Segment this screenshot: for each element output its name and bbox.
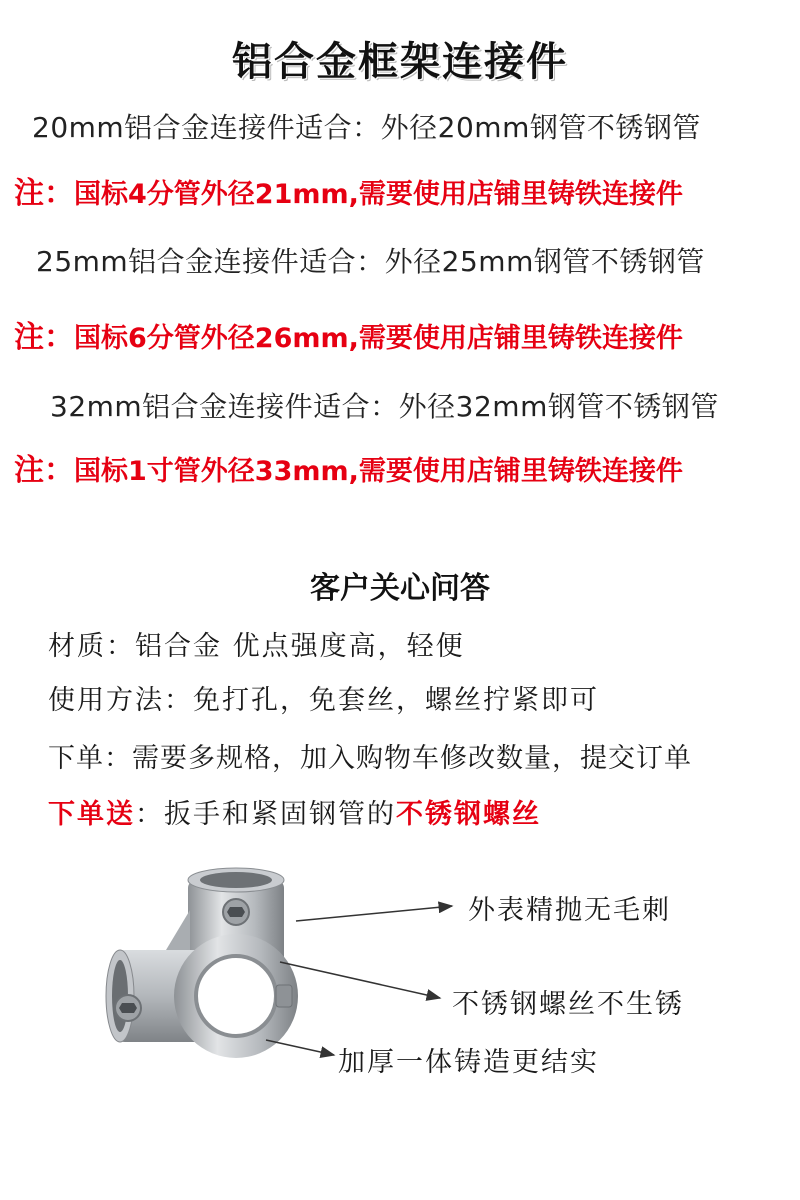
fit-line-32mm: 32mm铝合金连接件适合：外径32mm钢管不锈钢管 <box>50 390 719 423</box>
gift-highlight: 不锈钢螺丝 <box>396 799 541 830</box>
note-text: 国标4分管外径21mm,需要使用店铺里铸铁连接件 <box>74 179 683 210</box>
note-lead: 注： <box>14 453 74 488</box>
screw-icon <box>115 995 141 1021</box>
callout-casting: 加厚一体铸造更结实 <box>338 1047 599 1078</box>
screw-icon <box>223 899 249 925</box>
note-lead: 注： <box>14 176 74 211</box>
gift-text: ：扳手和紧固钢管的 <box>135 799 396 830</box>
fit-line-20mm: 20mm铝合金连接件适合：外径20mm钢管不锈钢管 <box>32 111 701 144</box>
callout-arrow-screw <box>280 962 440 998</box>
fit-line-25mm: 25mm铝合金连接件适合：外径25mm钢管不锈钢管 <box>36 245 705 278</box>
callout-arrow-casting <box>266 1040 334 1055</box>
qa-usage: 使用方法：免打孔，免套丝，螺丝拧紧即可 <box>48 685 599 716</box>
qa-order: 下单：需要多规格，加入购物车修改数量，提交订单 <box>48 743 692 774</box>
note-text: 国标1寸管外径33mm,需要使用店铺里铸铁连接件 <box>74 456 683 487</box>
note-text: 国标6分管外径26mm,需要使用店铺里铸铁连接件 <box>74 323 683 354</box>
qa-title: 客户关心问答 <box>310 571 490 606</box>
gift-lead: 下单送 <box>48 799 135 830</box>
screw-icon <box>276 985 292 1007</box>
note-lead: 注： <box>14 320 74 355</box>
qa-material: 材质：铝合金 优点强度高，轻便 <box>48 631 465 662</box>
callout-surface: 外表精抛无毛刺 <box>468 895 671 926</box>
callout-screw: 不锈钢螺丝不生锈 <box>452 989 684 1020</box>
callout-arrow-surface <box>296 906 452 921</box>
page-title: 铝合金框架连接件 <box>232 39 568 85</box>
